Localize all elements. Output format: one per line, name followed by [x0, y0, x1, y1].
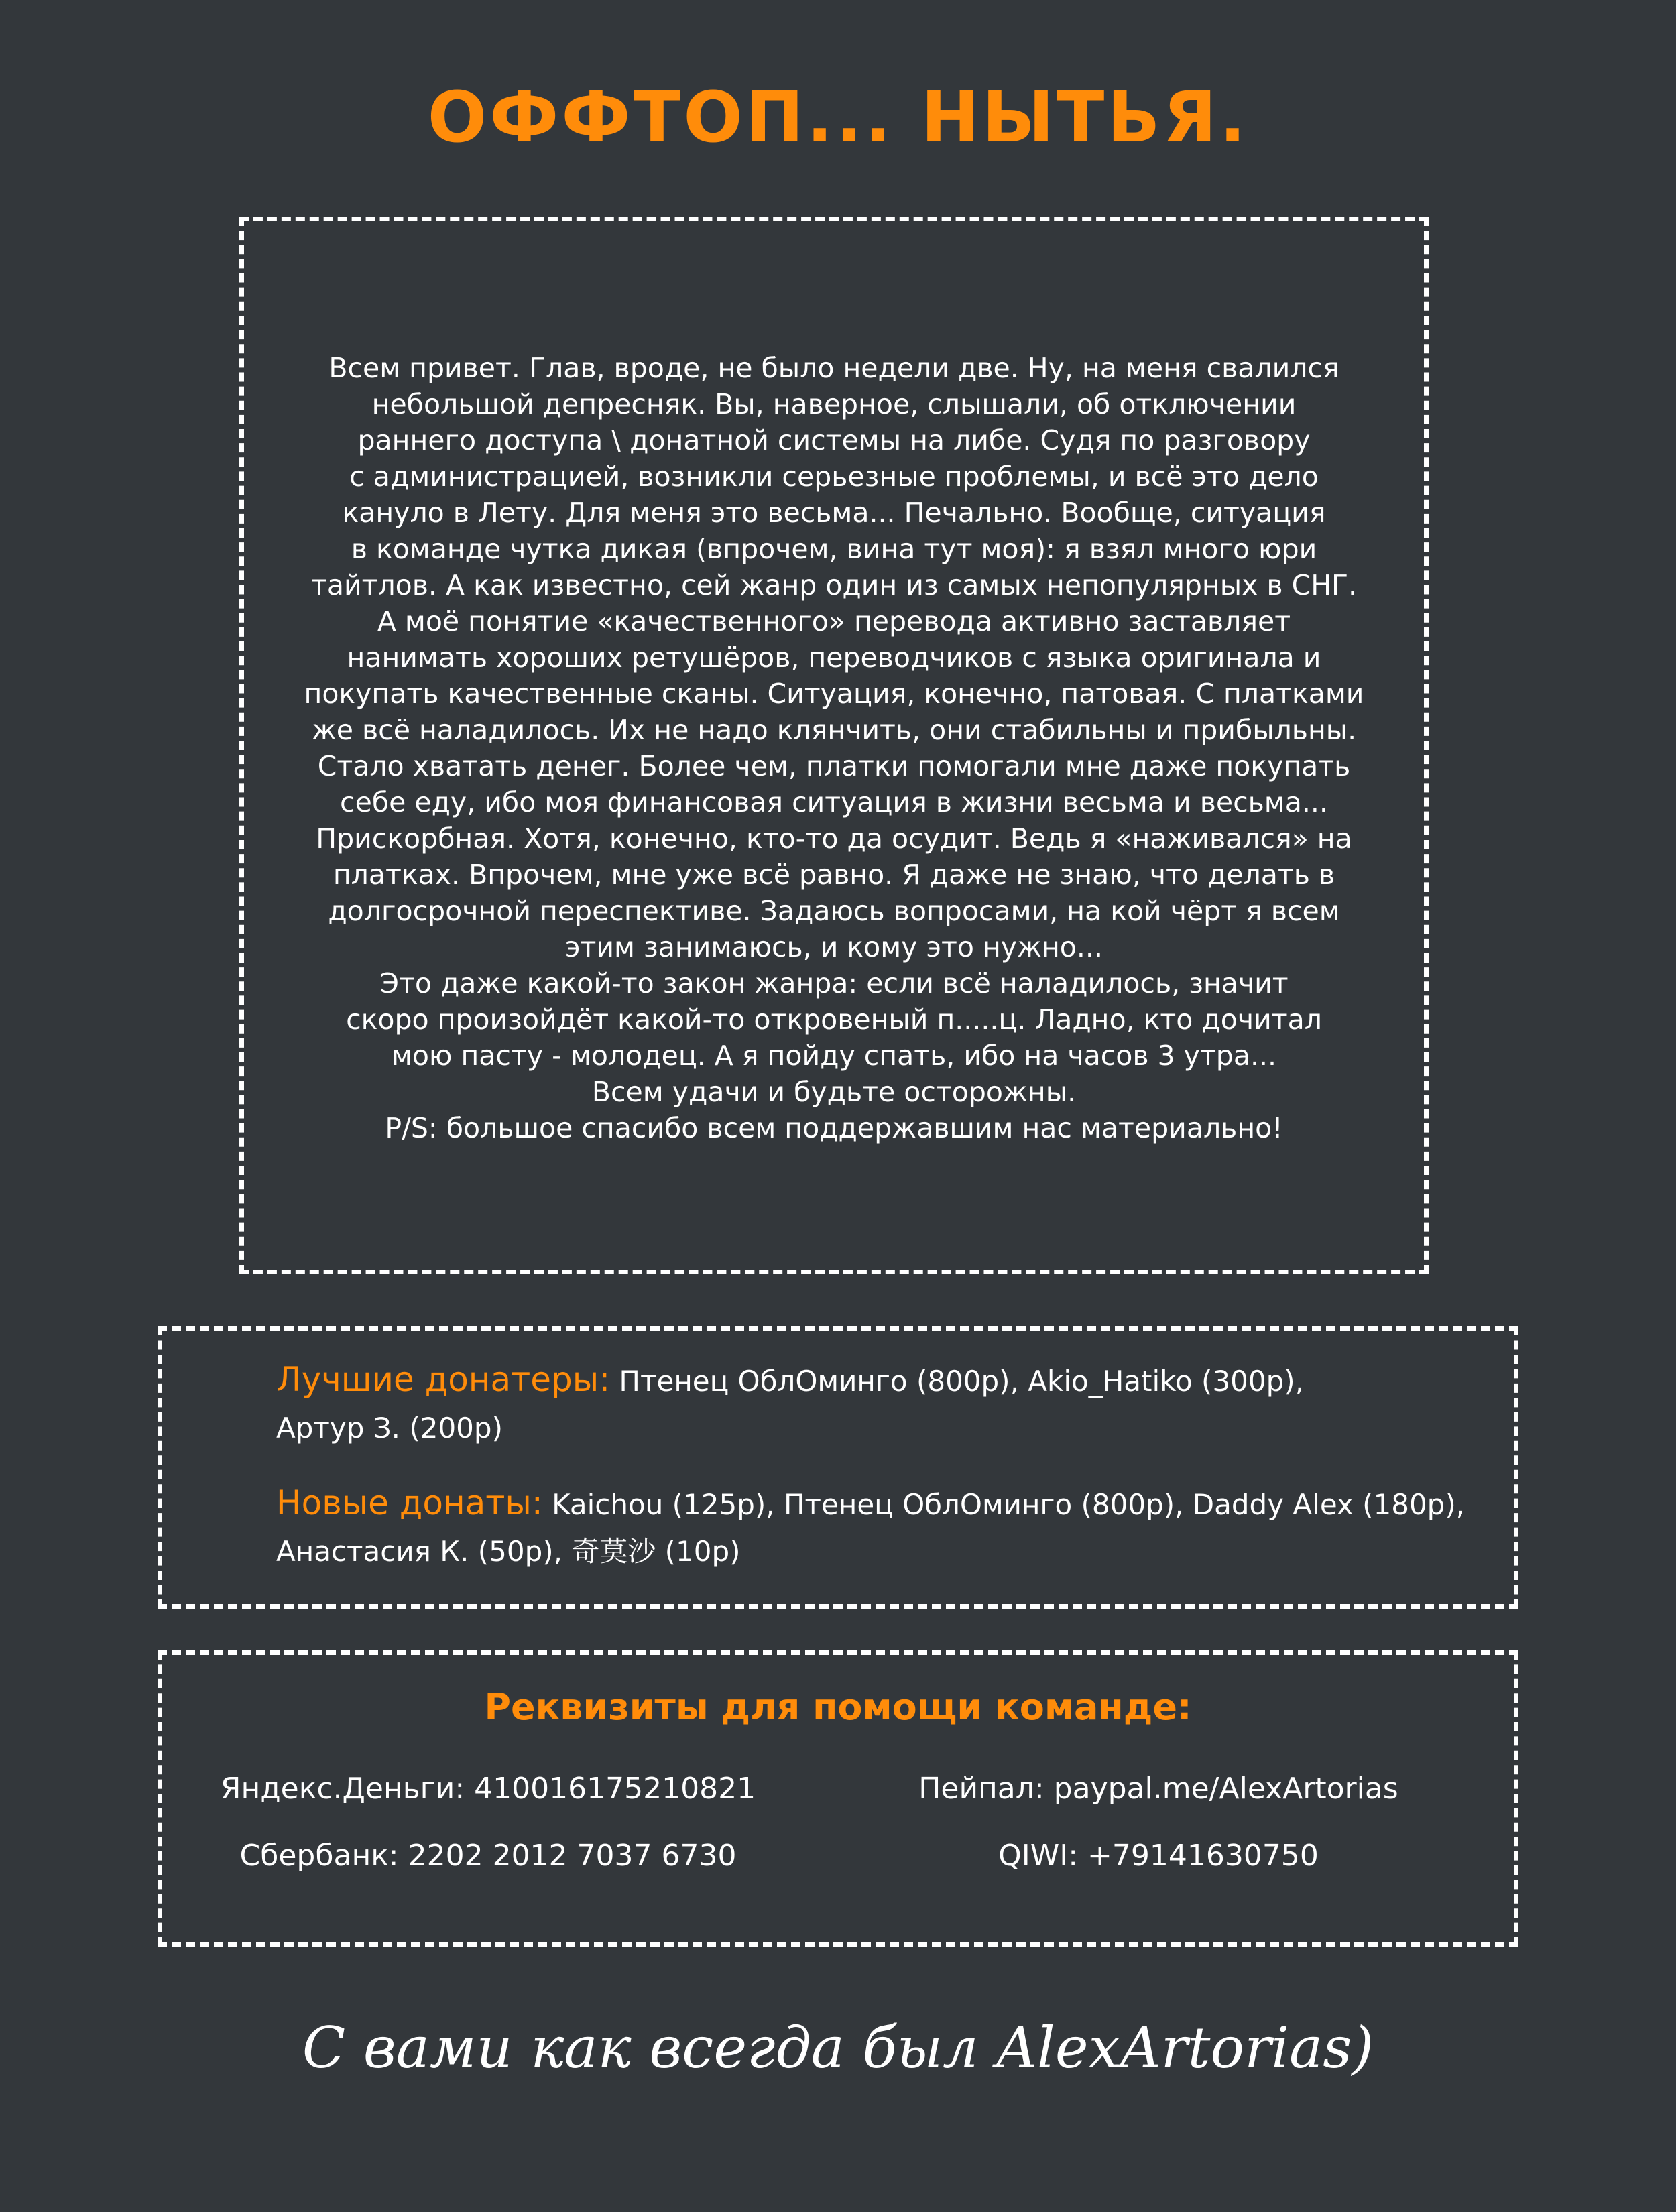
new-donations-label: Новые донаты:	[276, 1483, 543, 1522]
requisites-title: Реквизиты для помощи команде:	[484, 1686, 1192, 1728]
message-line: этим занимаюсь, и кому это нужно...	[565, 931, 1103, 963]
message-line: Всем удачи и будьте осторожны.	[591, 1076, 1077, 1108]
requisites-box	[158, 1650, 1518, 1947]
top-donors-label: Лучшие донатеры:	[276, 1360, 611, 1399]
message-line: мою пасту - молодец. А я пойду спать, ибо на часов 3 утра...	[391, 1040, 1277, 1072]
message-line: Стало хватать денег. Более чем, платки помогали мне даже покупать	[317, 750, 1351, 782]
message-line: Это даже какой-то закон жанра: если всё наладилось, значит	[379, 967, 1289, 999]
requisite-sberbank: Сбербанк: 2202 2012 7037 6730	[239, 1839, 737, 1873]
message-box	[239, 217, 1429, 1274]
message-line: с администрацией, возникли серьезные проблемы, и всё это дело	[349, 460, 1319, 493]
message-line: покупать качественные сканы. Ситуация, конечно, патовая. С платками	[304, 678, 1364, 710]
donors-box	[158, 1326, 1518, 1609]
message-line: А моё понятие «качественного» перевода активно заставляет	[377, 605, 1291, 637]
message-line: Всем привет. Глав, вроде, не было недели две. Ну, на меня свалился	[328, 352, 1339, 384]
message-line: платках. Впрочем, мне уже всё равно. Я даже не знаю, что делать в	[333, 859, 1335, 891]
requisite-qiwi: QIWI: +79141630750	[998, 1839, 1319, 1873]
message-line: же всё наладилось. Их не надо клянчить, они стабильны и прибыльны.	[311, 714, 1357, 746]
message-line: небольшой депресняк. Вы, наверное, слышали, об отключении	[371, 388, 1297, 420]
message-line: P/S: большое спасибо всем поддержавшим нас материально!	[385, 1112, 1283, 1144]
message-line: нанимать хороших ретушёров, переводчиков с языка оригинала и	[347, 641, 1321, 674]
new-donations-list-continued: Анастасия К. (50р), 奇莫沙 (10р)	[276, 1535, 741, 1568]
top-donors-list-continued: Артур З. (200р)	[276, 1412, 503, 1445]
new-donations-list: Kaichou (125р), Птенец ОблОминго (800р), Daddy Alex (180р),	[542, 1488, 1465, 1521]
top-donors	[276, 1356, 1494, 1452]
top-donors-list: Птенец ОблОминго (800р), Akio_Hatiko (300р),	[610, 1365, 1304, 1398]
new-donations	[276, 1479, 1494, 1575]
message-text	[284, 350, 1384, 1146]
message-line: себе еду, ибо моя финансовая ситуация в жизни весьма и весьма...	[340, 786, 1328, 818]
requisite-yandex: Яндекс.Деньги: 410016175210821	[220, 1772, 756, 1806]
page-title: ОФФТОП... НЫТЬЯ.	[427, 76, 1249, 158]
message-line: скоро произойдёт какой-то откровеный п.....ц. Ладно, кто дочитал	[346, 1003, 1322, 1036]
message-line: кануло в Лету. Для меня это весьма... Печально. Вообще, ситуация	[342, 497, 1326, 529]
message-line: раннего доступа \ донатной системы на либе. Судя по разговору	[357, 424, 1311, 456]
message-line: Прискорбная. Хотя, конечно, кто-то да осудит. Ведь я «наживался» на	[316, 822, 1352, 855]
signature: С вами как всегда был AlexArtorias)	[302, 2015, 1374, 2081]
message-line: тайтлов. А как известно, сей жанр один из самых непопулярных в СНГ.	[310, 569, 1358, 601]
message-line: долгосрочной переспективе. Задаюсь вопросами, на кой чёрт я всем	[328, 895, 1340, 927]
requisite-paypal: Пейпал: paypal.me/AlexArtorias	[918, 1772, 1398, 1806]
message-line: в команде чутка дикая (впрочем, вина тут моя): я взял много юри	[351, 533, 1317, 565]
